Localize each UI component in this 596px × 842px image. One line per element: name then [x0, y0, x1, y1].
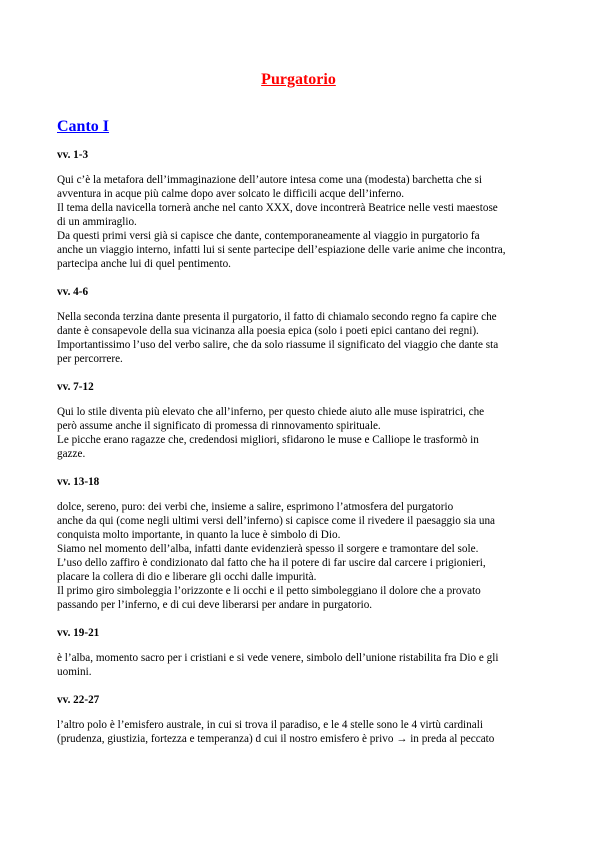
commentary-paragraph: l’altro polo è l’emisfero australe, in cui si trova il paradiso, e le 4 stelle sono le 4 virtù cardinali (prudenza, giustizia, fortezza e temperanza) d cui il nostro emisfero è privo → in preda al peccato — [57, 719, 495, 745]
commentary-paragraph: Qui c’è la metafora dell’immaginazione dell’autore intesa come una (modesta) barchetta che si avventura in acque più calme dopo aver solcato le difficili acque dell’inferno. Il tema della navicella tornerà anche nel canto XXX, dove incontrerà Beatrice nelle vesti maestose di un ammiraglio. Da questi primi versi già si capisce che dante, contemporaneamente al viaggio in purgatorio fa anche un viaggio interno, infatti lui si sente partecipe dell’espiazione delle varie anime che incontra, partecipa anche lui di quel pentimento. — [57, 174, 506, 270]
verse-section — [57, 285, 547, 366]
commentary-paragraph: Nella seconda terzina dante presenta il purgatorio, il fatto di chiamalo secondo regno fa capire che dante è consapevole della sua vicinanza alla poesia epica (solo i poeti epici cantano dei regni). Importantissimo l’uso del verbo salire, che da solo riassume il significato del viaggio che dante sta per percorrere. — [57, 311, 499, 365]
verse-sections — [57, 148, 547, 760]
verse-section — [57, 626, 547, 679]
commentary-paragraph: è l’alba, momento sacro per i cristiani e si vede venere, simbolo dell’unione ristabilita fra Dio e gli uomini. — [57, 652, 499, 678]
document-title: Purgatorio — [261, 71, 336, 88]
verse-section — [57, 475, 547, 612]
commentary-paragraph: Qui lo stile diventa più elevato che all’inferno, per questo chiede aiuto alle muse ispiratrici, che però assume anche il significato di promessa di rinnovamento spirituale. Le picche erano ragazze che, credendosi migliori, sfidarono le muse e Calliope le trasformò in gazze. — [57, 406, 485, 460]
verse-section — [57, 148, 547, 271]
commentary-paragraph: dolce, sereno, puro: dei verbi che, insieme a salire, esprimono l’atmosfera del purgatorio anche da qui (come negli ultimi versi dell’inferno) si capisce come il rivedere il paesaggio sia una conquista molto importante, in quanto la luce è simbolo di Dio. Siamo nel momento dell’alba, infatti dante evidenzierà spesso il sorgere e tramontare del sole. L’uso dello zaffiro è condizionato dal fatto che ha il potere di far uscire dal carcere i prigionieri, placare la collera di dio e liberare gli occhi dalle impurità. Il primo giro simboleggia l’orizzonte e li occhi e il petto simboleggiano il dolore che a provato passando per l’inferno, e di cui deve liberarsi per andare in purgatorio. — [57, 501, 496, 611]
verse-section — [57, 693, 547, 746]
verse-heading: vv. 13-18 — [57, 476, 100, 488]
verse-heading: vv. 7-12 — [57, 381, 94, 393]
verse-heading: vv. 4-6 — [57, 286, 89, 298]
verse-heading: vv. 22-27 — [57, 694, 100, 706]
canto-title: Canto I — [57, 118, 110, 135]
verse-heading: vv. 19-21 — [57, 627, 100, 639]
verse-section — [57, 380, 547, 461]
verse-heading: vv. 1-3 — [57, 149, 89, 161]
